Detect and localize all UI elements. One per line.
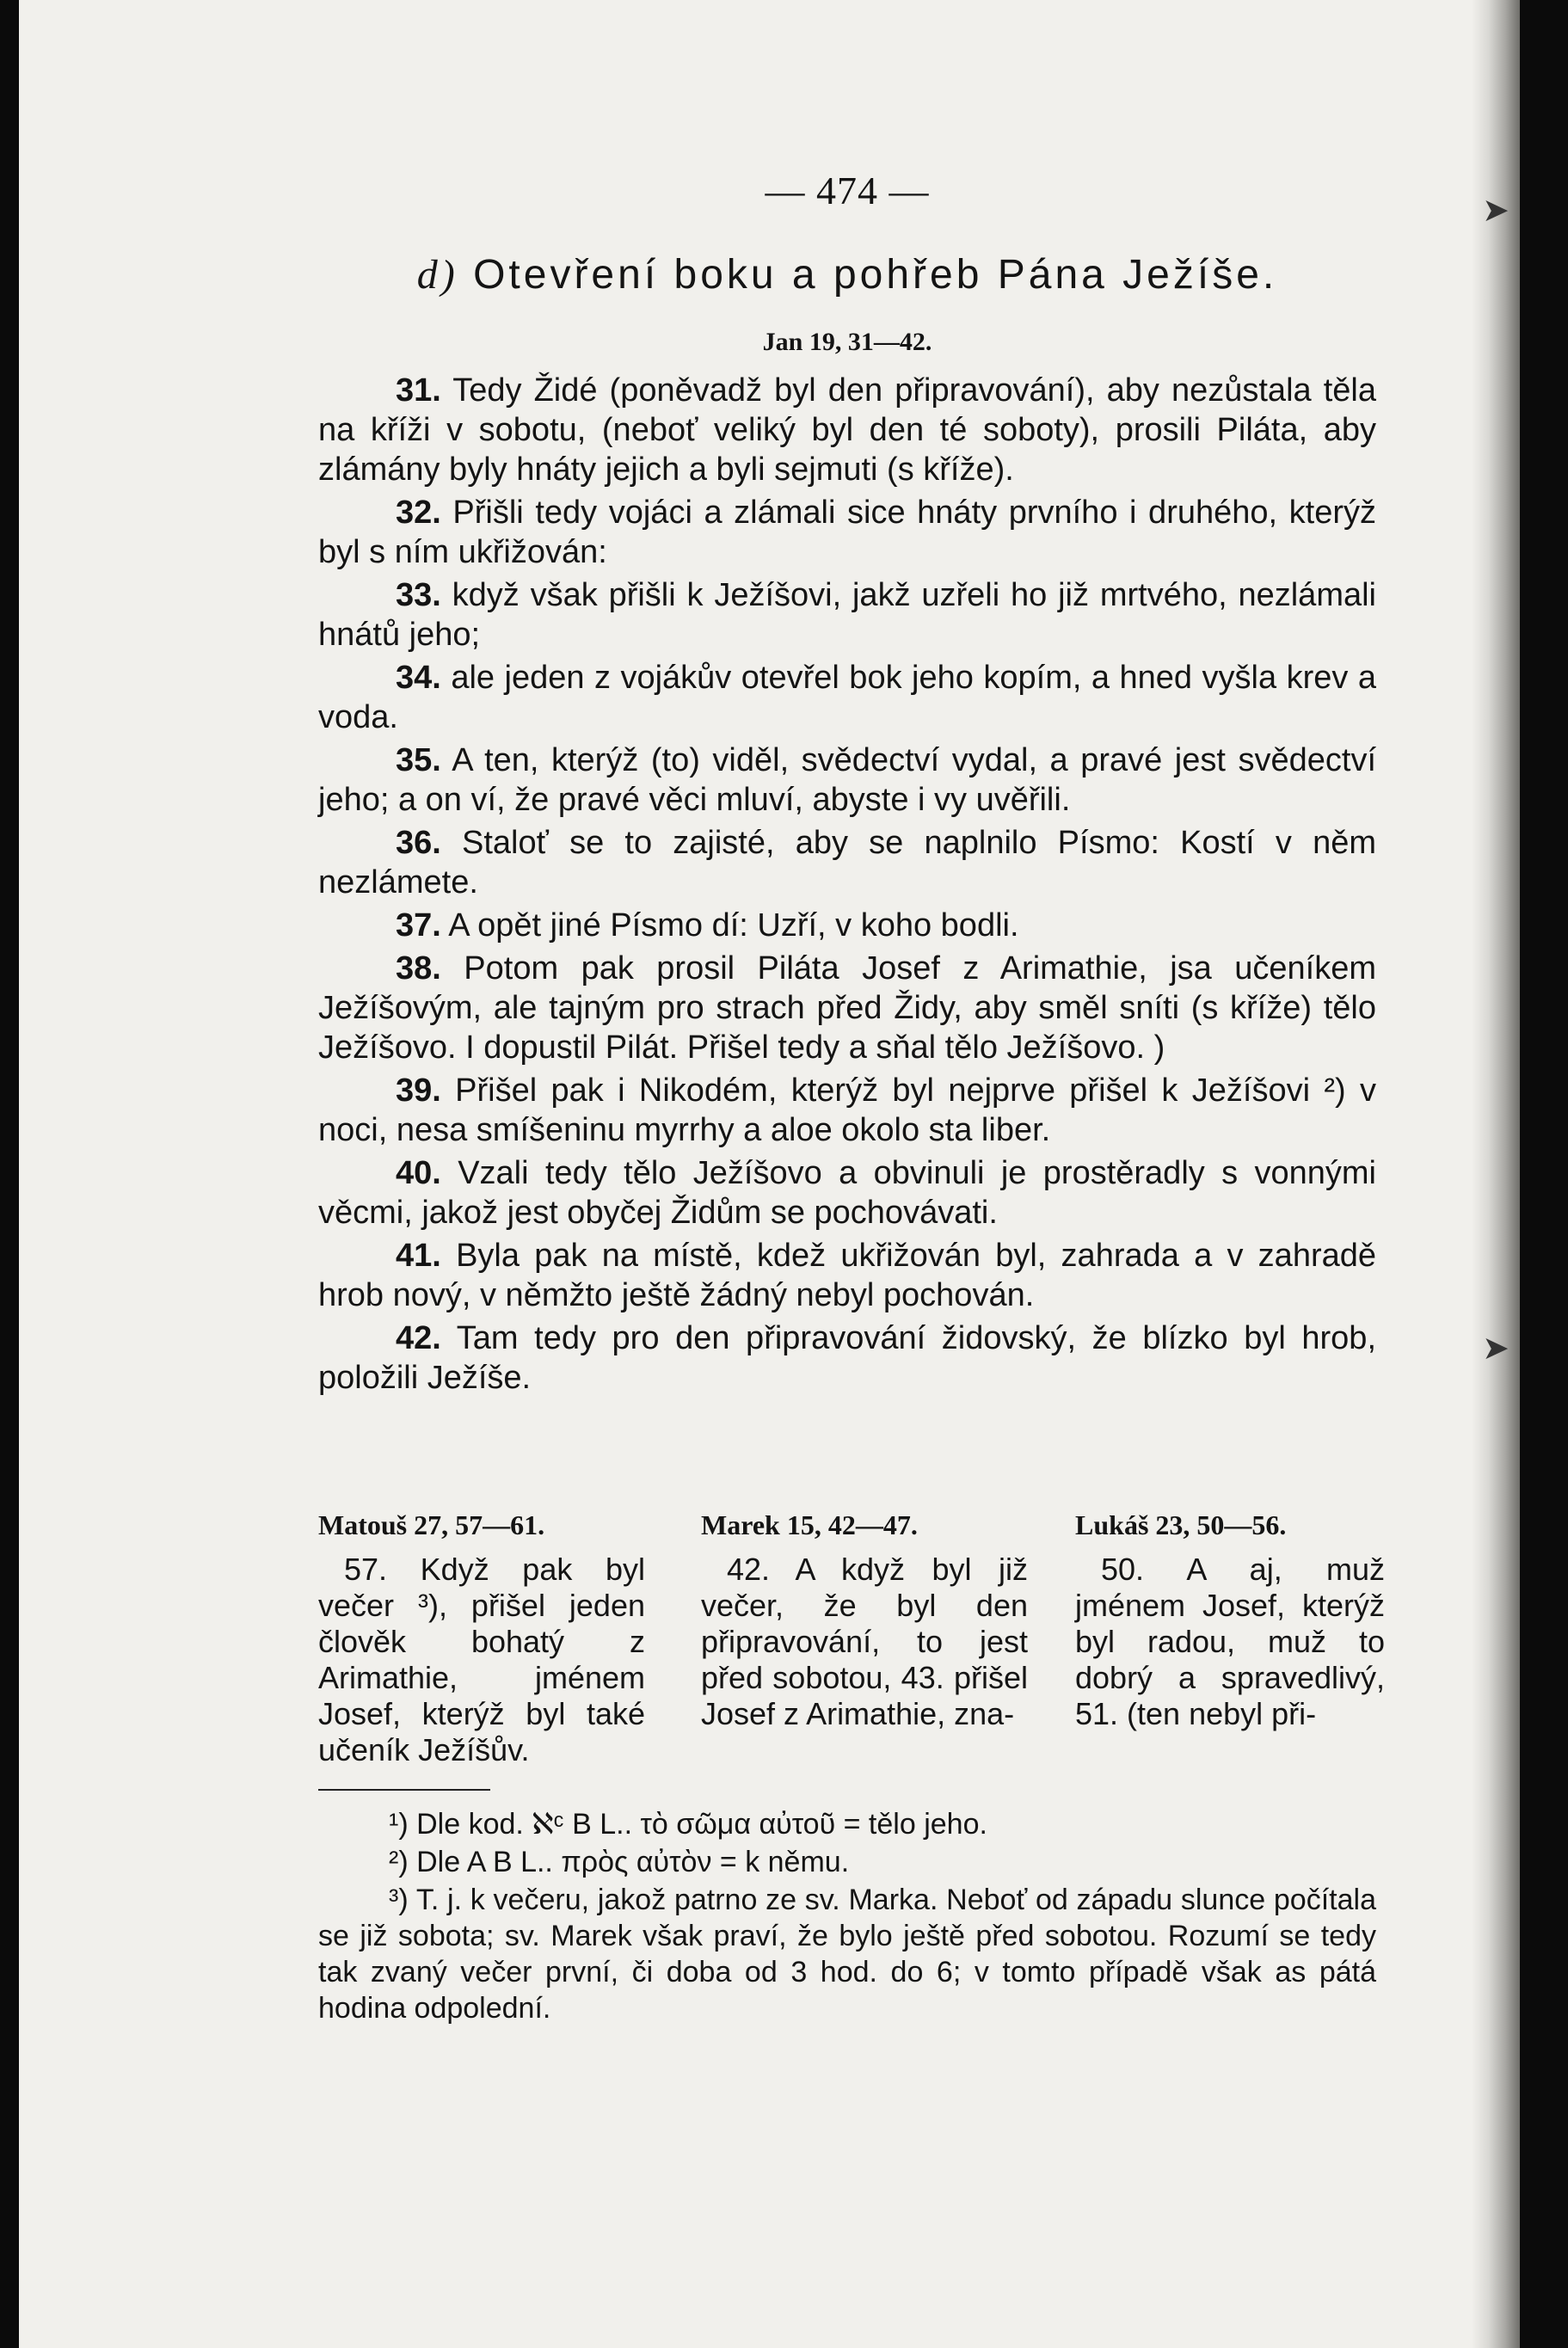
- verse-text: A ten, kterýž (to) viděl, svědectví vydal, a pravé jest svědectví jeho; a on ví, že pravé věci mluví, abyste i vy uvěřili.: [318, 742, 1376, 818]
- verse-number: 33.: [396, 577, 441, 613]
- verse-number: 40.: [396, 1155, 441, 1191]
- verse-text: když však přišli k Ježíšovi, jakž uzřeli ho již mrtvého, nezlámali hnátů jeho;: [318, 577, 1376, 653]
- parallel-column-mark: [701, 1509, 1028, 1732]
- gospel-reference: Jan 19, 31—42.: [762, 328, 932, 356]
- verse: [318, 906, 1376, 945]
- verse: [318, 371, 1376, 489]
- verse: [318, 949, 1376, 1067]
- verse-text: Staloť se to zajisté, aby se naplnilo Písmo: Kostí v něm nezlámete.: [318, 825, 1376, 900]
- verse-text: Přišli tedy vojáci a zlámali sice hnáty prvního i druhého, kterýž byl s ním ukřižován:: [318, 495, 1376, 570]
- verse: [318, 1318, 1376, 1398]
- parallel-column-luke: [1075, 1509, 1385, 1732]
- verse-number: 34.: [396, 660, 441, 696]
- margin-arrow-icon: ➤: [1482, 191, 1510, 229]
- verse-number: 37.: [396, 907, 441, 944]
- verse: [318, 1071, 1376, 1150]
- verse: [318, 823, 1376, 902]
- parallel-text: 42. A když byl již večer, že byl den připravování, to jest před sobotou, 43. přišel Josef z Arimathie, zna-: [701, 1552, 1028, 1731]
- verse: [318, 1153, 1376, 1232]
- footnote-mark: ³): [389, 1884, 409, 1916]
- section-title: [318, 251, 1376, 298]
- verse-text: Potom pak prosil Piláta Josef z Arimathie, jsa učeníkem Ježíšovým, ale tajným pro strach před Židy, aby směl sníti (s kříže) tělo Ježíšovo. I dopustil Pilát. Přišel tedy a sňal tělo Ježíšovo. ): [318, 950, 1377, 1066]
- section-letter: d): [416, 252, 458, 298]
- parallel-heading: Matouš 27, 57—61.: [318, 1509, 545, 1540]
- verse-text: Vzali tedy tělo Ježíšovo a obvinuli je prostěradly s vonnými věcmi, jakož jest obyčej Židům se pochovávati.: [318, 1155, 1376, 1231]
- verse: [318, 575, 1376, 655]
- parallel-heading: Marek 15, 42—47.: [701, 1509, 918, 1540]
- verse-list: [318, 371, 1376, 1398]
- parallel-text: 57. Když pak byl večer ³), přišel jeden člověk bohatý z Arimathie, jménem Josef, kterýž byl také učeník Ježíšův.: [318, 1552, 645, 1767]
- verse-number: 41.: [396, 1238, 441, 1274]
- parallel-column-matthew: [318, 1509, 645, 1768]
- footnote-divider: [318, 1789, 490, 1791]
- section-title-text: Otevření boku a pohřeb Pána Ježíše.: [473, 252, 1278, 298]
- verse-text: Byla pak na místě, kdež ukřižován byl, zahrada a v zahradě hrob nový, v němžto ještě žádný nebyl pochován.: [318, 1238, 1377, 1313]
- footnote: [318, 1882, 1376, 2026]
- verse: [318, 741, 1376, 820]
- verse: [318, 1236, 1376, 1315]
- main-text: [318, 168, 1376, 1401]
- verse: [318, 658, 1376, 737]
- verse-text: ale jeden z vojákův otevřel bok jeho kopím, a hned vyšla krev a voda.: [318, 660, 1376, 735]
- footnote-mark: ²): [389, 1846, 409, 1878]
- verse-text: Tam tedy pro den připravování židovský, že blízko byl hrob, položili Ježíše.: [318, 1320, 1376, 1396]
- page-spine-shadow: [1472, 0, 1520, 2348]
- verse-number: 31.: [396, 372, 441, 409]
- verse-number: 32.: [396, 495, 441, 531]
- verse-number: 35.: [396, 742, 441, 778]
- footnote-text: T. j. k večeru, jakož patrno ze sv. Marka. Neboť od západu slunce počítala se již sobota; sv. Marek však praví, že bylo ještě před sobotou. Rozumí se tedy tak zvaný večer první, či doba od 3 hod. do 6; v tomto případě však as pátá hodina odpolední.: [318, 1884, 1376, 2025]
- scanned-page: [19, 0, 1520, 2348]
- verse-number: 36.: [396, 825, 441, 861]
- parallel-heading: Lukáš 23, 50—56.: [1075, 1509, 1287, 1540]
- footnote-text: Dle kod. ℵᶜ B L.. τὸ σῶμα αὐτοῦ = tělo jeho.: [416, 1808, 987, 1841]
- verse-number: 42.: [396, 1320, 441, 1356]
- footnote-mark: ¹): [389, 1808, 409, 1841]
- footnotes: [318, 1806, 1376, 2028]
- verse-number: 38.: [396, 950, 441, 987]
- page-number: — 474 —: [765, 169, 930, 212]
- verse-number: 39.: [396, 1073, 441, 1109]
- parallel-text: 50. A aj, muž jménem Josef, kterýž byl radou, muž to dobrý a spravedlivý, 51. (ten nebyl při-: [1075, 1552, 1385, 1731]
- verse: [318, 493, 1376, 572]
- footnote: [318, 1844, 1376, 1880]
- verse-text: Tedy Židé (poněvadž byl den připravování), aby nezůstala těla na kříži v sobotu, (neboť veliký byl den té soboty), prosili Piláta, aby zlámány byly hnáty jejich a byli sejmuti (s kříže).: [318, 372, 1376, 488]
- verse-text: A opět jiné Písmo dí: Uzří, v koho bodli.: [448, 907, 1019, 944]
- footnote: [318, 1806, 1376, 1842]
- footnote-text: Dle A B L.. πρὸς αὐτὸν = k němu.: [416, 1846, 850, 1878]
- verse-text: Přišel pak i Nikodém, kterýž byl nejprve přišel k Ježíšovi ²) v noci, nesa smíšeninu myrrhy a aloe okolo sta liber.: [318, 1073, 1377, 1148]
- margin-arrow-icon: ➤: [1482, 1329, 1510, 1367]
